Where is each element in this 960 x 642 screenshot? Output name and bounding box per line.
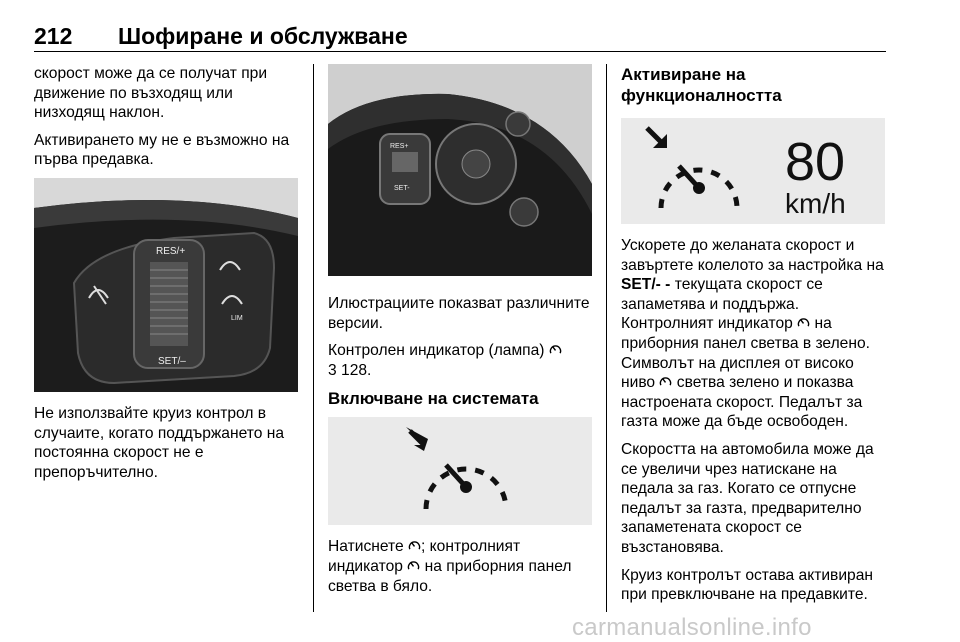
text-run: текущата скорост се запаметява и поддържа. Контролният индикатор	[621, 276, 823, 333]
paragraph: Не използвайте круиз контрол в случаите, когато поддържането на постоянна скорост не е препоръчително.	[34, 404, 284, 481]
chapter-title: Шофиране и обслужване	[118, 23, 408, 49]
paragraph	[328, 537, 592, 596]
column-3	[621, 64, 887, 613]
text-run: Натиснете	[328, 538, 404, 556]
column-2	[328, 64, 592, 604]
section-heading: Включване на системата	[328, 389, 539, 409]
paragraph: Илюстрациите показват различните версии.	[328, 295, 590, 332]
cruise-control-icon	[797, 316, 810, 329]
cruise-control-icon	[549, 343, 562, 356]
header-rule	[34, 51, 886, 52]
text-run: на приборния панел светва в бяло.	[328, 557, 572, 595]
paragraph: Активирането му не е възможно на първа предавка.	[34, 131, 290, 169]
text-run: ; контролният индикатор	[328, 538, 521, 575]
photo-label-lim: LIM	[231, 314, 243, 322]
column-divider	[313, 64, 314, 612]
steering-wheel-buttons-photo-1	[34, 178, 298, 392]
paragraph: скорост може да се получат при движение по възходящ или низходящ наклон.	[34, 65, 268, 122]
cruise-control-display-image	[621, 118, 885, 224]
page-number: 212	[34, 23, 73, 49]
page-reference[interactable]: 128.	[341, 361, 372, 379]
reference-arrow: 3	[328, 361, 337, 379]
paragraph	[621, 236, 887, 432]
cruise-control-symbol-image	[328, 417, 592, 525]
text-run: светва зелено и показва настроената скорост. Педалът за газта може да бъде освободен.	[621, 374, 863, 431]
photo-label-res: RES/+	[156, 245, 186, 257]
cruise-control-icon	[408, 539, 421, 552]
paragraph: Скоростта на автомобила може да се увеличи чрез натискане на педала за газ. Когато се отпусне педалът за газта, предварително запаметената скорост се възстановява.	[621, 440, 874, 556]
photo-label-set: SET-	[394, 185, 410, 192]
cruise-control-icon	[407, 559, 420, 572]
photo-label-res: RES+	[390, 143, 409, 150]
photo-label-set: SET/–	[158, 355, 186, 367]
text-run: Контролен индикатор (лампа)	[328, 342, 545, 360]
page-header	[34, 23, 886, 51]
watermark: carmanualsonline.info	[572, 614, 812, 641]
text-run: Ускорете до желаната скорост и завъртете колелото за настройка на	[621, 237, 884, 274]
display-unit: km/h	[785, 188, 846, 219]
paragraph: Круиз контролът остава активиран при превключване на предавките.	[621, 566, 874, 604]
section-heading: Активиране на функционалността	[621, 65, 782, 105]
text-run: на приборния панел светва в зелено. Символът на дисплея от високо ниво	[621, 315, 870, 392]
steering-wheel-buttons-photo-2	[328, 64, 592, 276]
display-speed: 80	[785, 132, 846, 192]
column-1	[34, 64, 300, 490]
cruise-control-icon	[659, 375, 672, 388]
column-divider	[606, 64, 607, 612]
paragraph	[328, 341, 592, 380]
text-run-bold: SET/- -	[621, 276, 671, 294]
